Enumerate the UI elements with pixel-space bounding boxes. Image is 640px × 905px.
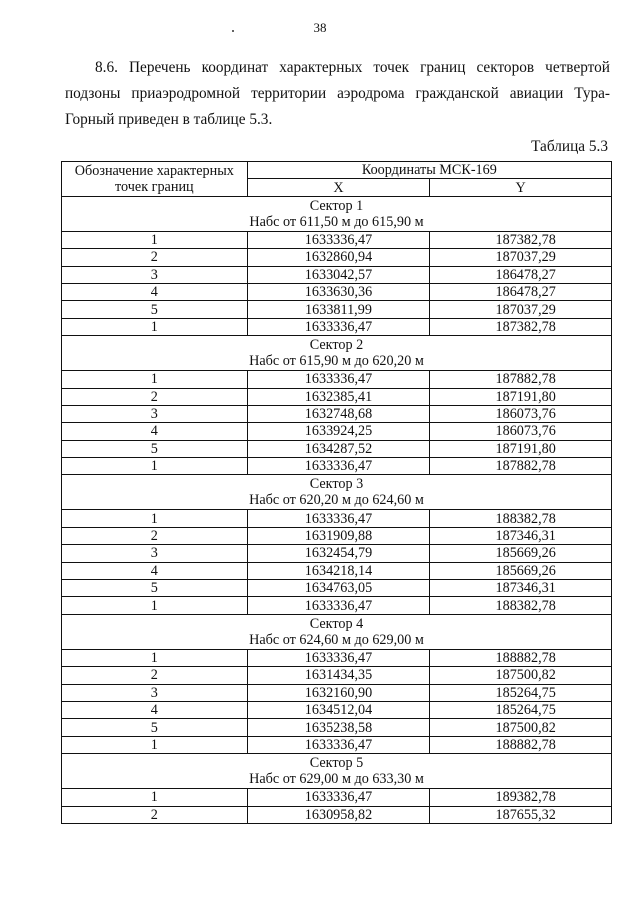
sector-name: Сектор 2	[309, 337, 364, 354]
table-row	[62, 701, 612, 718]
page-number: 38	[313, 20, 327, 35]
y-coordinate-cell: 187346,31	[430, 527, 612, 544]
x-coordinate-cell: 1633336,47	[247, 597, 430, 614]
table-row	[62, 510, 612, 527]
x-coordinate-cell: 1633924,25	[247, 423, 430, 440]
point-cell: 1	[62, 458, 248, 475]
y-coordinate-cell: 187500,82	[430, 719, 612, 736]
table-row	[62, 736, 612, 753]
x-coordinate-cell: 1632454,79	[247, 545, 430, 562]
y-coordinate-cell: 187346,31	[430, 580, 612, 597]
sector-name: Сектор 4	[309, 615, 364, 632]
x-coordinate-cell: 1633336,47	[247, 458, 430, 475]
y-coordinate-cell: 187037,29	[430, 249, 612, 266]
table-row	[62, 318, 612, 335]
sector-row	[62, 614, 612, 649]
table-row	[62, 266, 612, 283]
table-row	[62, 527, 612, 544]
y-coordinate-cell: 187382,78	[430, 231, 612, 248]
x-coordinate-cell: 1631909,88	[247, 527, 430, 544]
x-coordinate-cell: 1633336,47	[247, 736, 430, 753]
x-coordinate-cell: 1633630,36	[247, 283, 430, 300]
table-row	[62, 388, 612, 405]
point-cell: 2	[62, 249, 248, 266]
table-row	[62, 789, 612, 806]
header-x: X	[247, 179, 430, 196]
point-cell: 5	[62, 719, 248, 736]
point-cell: 4	[62, 423, 248, 440]
sector-row	[62, 754, 612, 789]
x-coordinate-cell: 1632748,68	[247, 405, 430, 422]
point-cell: 3	[62, 405, 248, 422]
y-coordinate-cell: 186073,76	[430, 423, 612, 440]
point-cell: 4	[62, 701, 248, 718]
x-coordinate-cell: 1633336,47	[247, 231, 430, 248]
header-coords: Координаты МСК-169	[247, 162, 611, 179]
table-row	[62, 719, 612, 736]
y-coordinate-cell: 187655,32	[430, 806, 612, 823]
x-coordinate-cell: 1633336,47	[247, 649, 430, 666]
y-coordinate-cell: 185669,26	[430, 545, 612, 562]
y-coordinate-cell: 187382,78	[430, 318, 612, 335]
sector-altitude-range: Набс от 620,20 м до 624,60 м	[249, 492, 424, 509]
point-cell: 1	[62, 510, 248, 527]
sector-name: Сектор 5	[309, 755, 364, 772]
sector-row	[62, 196, 612, 231]
point-cell: 2	[62, 667, 248, 684]
table-row	[62, 667, 612, 684]
table-row	[62, 440, 612, 457]
point-cell: 2	[62, 806, 248, 823]
x-coordinate-cell: 1633336,47	[247, 318, 430, 335]
table-body	[62, 196, 612, 823]
table-row	[62, 231, 612, 248]
table-row	[62, 580, 612, 597]
point-cell: 4	[62, 562, 248, 579]
x-coordinate-cell: 1633811,99	[247, 301, 430, 318]
x-coordinate-cell: 1632160,90	[247, 684, 430, 701]
sector-row	[62, 336, 612, 371]
intro-paragraph: 8.6. Перечень координат характерных точек границ секторов четвертой подзоны приаэродромной территории аэродрома гражданской авиации Тура-Горный приведен в таблице 5.3.	[65, 59, 610, 128]
x-coordinate-cell: 1633336,47	[247, 510, 430, 527]
table-row	[62, 684, 612, 701]
x-coordinate-cell: 1630958,82	[247, 806, 430, 823]
sector-altitude-range: Набс от 611,50 м до 615,90 м	[249, 213, 424, 230]
y-coordinate-cell: 185264,75	[430, 684, 612, 701]
coordinates-table	[61, 161, 612, 824]
x-coordinate-cell: 1632385,41	[247, 388, 430, 405]
sector-heading	[62, 754, 612, 789]
point-cell: 1	[62, 597, 248, 614]
point-cell: 1	[62, 736, 248, 753]
table-row	[62, 649, 612, 666]
y-coordinate-cell: 188882,78	[430, 649, 612, 666]
table-label: Таблица 5.3	[531, 138, 608, 155]
x-coordinate-cell: 1634287,52	[247, 440, 430, 457]
sector-row	[62, 475, 612, 510]
point-cell: 5	[62, 440, 248, 457]
y-coordinate-cell: 185264,75	[430, 701, 612, 718]
table-row	[62, 301, 612, 318]
table-row	[62, 423, 612, 440]
table-row	[62, 249, 612, 266]
x-coordinate-cell: 1632860,94	[247, 249, 430, 266]
point-cell: 4	[62, 283, 248, 300]
table-row	[62, 458, 612, 475]
y-coordinate-cell: 186478,27	[430, 283, 612, 300]
x-coordinate-cell: 1634763,05	[247, 580, 430, 597]
point-cell: 3	[62, 266, 248, 283]
y-coordinate-cell: 188382,78	[430, 510, 612, 527]
table-row	[62, 806, 612, 823]
x-coordinate-cell: 1633336,47	[247, 789, 430, 806]
sector-heading	[62, 614, 612, 649]
point-cell: 3	[62, 684, 248, 701]
table-row	[62, 405, 612, 422]
point-cell: 1	[62, 231, 248, 248]
table-row	[62, 371, 612, 388]
y-coordinate-cell: 188382,78	[430, 597, 612, 614]
x-coordinate-cell: 1634218,14	[247, 562, 430, 579]
table-row	[62, 283, 612, 300]
sector-altitude-range: Набс от 624,60 м до 629,00 м	[249, 631, 424, 648]
y-coordinate-cell: 187500,82	[430, 667, 612, 684]
sector-altitude-range: Набс от 629,00 м до 633,30 м	[249, 771, 424, 788]
scan-dot	[232, 30, 234, 32]
point-cell: 3	[62, 545, 248, 562]
sector-heading	[62, 196, 612, 231]
point-cell: 1	[62, 371, 248, 388]
point-cell: 5	[62, 580, 248, 597]
y-coordinate-cell: 187191,80	[430, 388, 612, 405]
point-cell: 2	[62, 527, 248, 544]
table-row	[62, 597, 612, 614]
y-coordinate-cell: 187191,80	[430, 440, 612, 457]
x-coordinate-cell: 1633336,47	[247, 371, 430, 388]
point-cell: 2	[62, 388, 248, 405]
point-cell: 1	[62, 649, 248, 666]
y-coordinate-cell: 185669,26	[430, 562, 612, 579]
y-coordinate-cell: 189382,78	[430, 789, 612, 806]
sector-name: Сектор 3	[309, 476, 364, 493]
y-coordinate-cell: 187882,78	[430, 371, 612, 388]
point-cell: 1	[62, 789, 248, 806]
table-row	[62, 545, 612, 562]
sector-heading	[62, 475, 612, 510]
x-coordinate-cell: 1634512,04	[247, 701, 430, 718]
y-coordinate-cell: 186073,76	[430, 405, 612, 422]
y-coordinate-cell: 186478,27	[430, 266, 612, 283]
header-y: Y	[430, 179, 612, 196]
header-points: Обозначение характерных точек границ	[62, 162, 248, 197]
sector-altitude-range: Набс от 615,90 м до 620,20 м	[249, 353, 424, 370]
point-cell: 1	[62, 318, 248, 335]
y-coordinate-cell: 187882,78	[430, 458, 612, 475]
x-coordinate-cell: 1631434,35	[247, 667, 430, 684]
point-cell: 5	[62, 301, 248, 318]
sector-heading	[62, 336, 612, 371]
x-coordinate-cell: 1635238,58	[247, 719, 430, 736]
y-coordinate-cell: 187037,29	[430, 301, 612, 318]
table-row	[62, 562, 612, 579]
sector-name: Сектор 1	[309, 197, 364, 214]
x-coordinate-cell: 1633042,57	[247, 266, 430, 283]
y-coordinate-cell: 188882,78	[430, 736, 612, 753]
